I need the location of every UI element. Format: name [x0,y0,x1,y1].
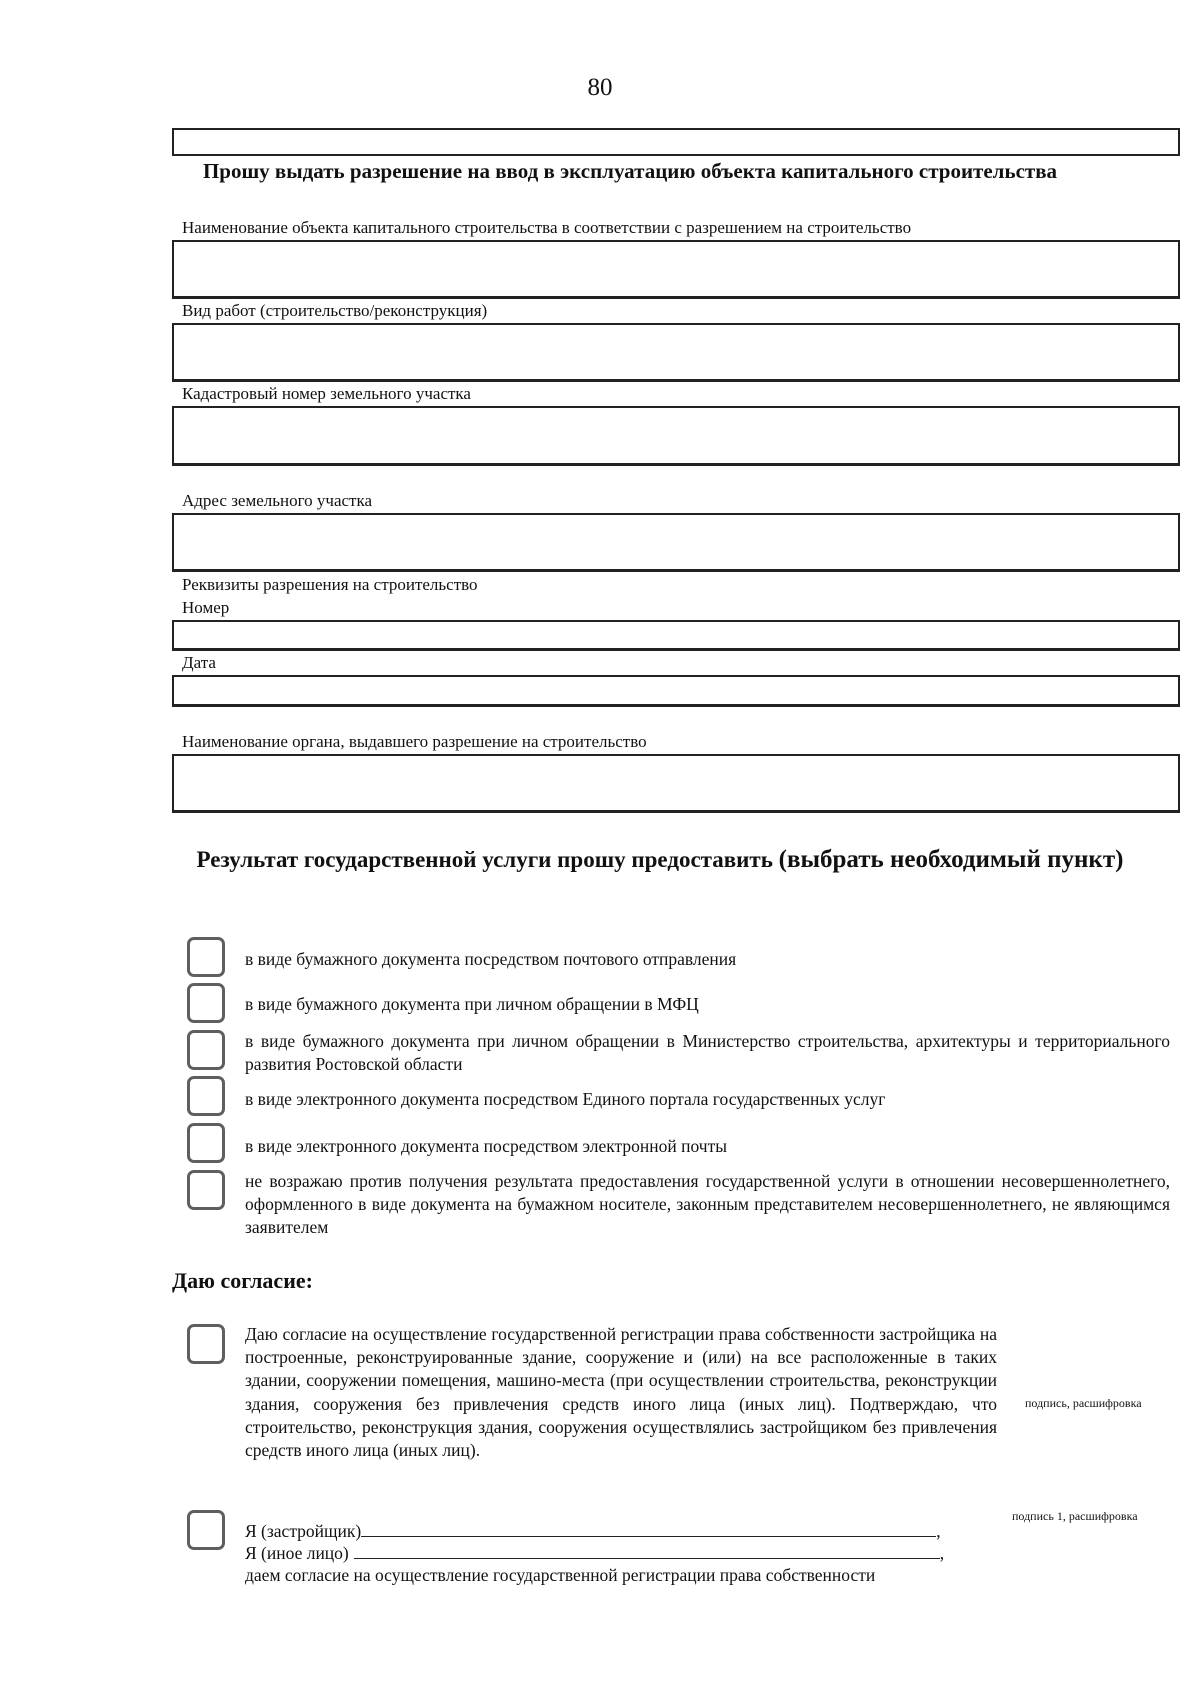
result-title-main: Результат государственной услуги прошу предоставить [196,847,779,872]
signature-note-1: подпись, расшифровка [1025,1396,1142,1410]
work-type-field[interactable] [172,323,1180,382]
signature-note-2: подпись 1, расшифровка [1012,1509,1138,1523]
consent-checkbox-registration[interactable] [187,1324,225,1364]
option-text-mail: в виде бумажного документа посредством почтового отправления [245,949,737,969]
other-person-comma: , [939,1543,945,1563]
permit-details-label: Реквизиты разрешения на строительство [182,575,478,594]
option-text-portal: в виде электронного документа посредством Единого портала государственных услуг [245,1089,886,1109]
object-name-field[interactable] [172,240,1180,299]
other-person-line [245,1542,957,1564]
applicant-box[interactable] [172,128,1180,156]
option-text-mfc: в виде бумажного документа при личном обращении в МФЦ [245,994,699,1014]
other-person-name-line[interactable] [354,1542,940,1559]
land-address-label: Адрес земельного участка [172,490,1180,514]
option-checkbox-portal[interactable] [187,1076,225,1116]
permit-date-field[interactable] [172,675,1180,707]
option-checkbox-ministry[interactable] [187,1030,225,1070]
developer-comma: , [936,1521,941,1541]
developer-label: Я (застройщик) [245,1521,362,1541]
object-name-label: Наименование объекта капитального строительства в соответствии с разрешением на строительство [172,217,1180,241]
permit-number-label: Номер [172,597,1180,621]
land-address-field[interactable] [172,513,1180,572]
result-title-hint: (выбрать необходимый пункт) [778,846,1124,873]
page-number: 80 [587,74,613,101]
cadastral-number-label: Кадастровый номер земельного участка [172,383,1180,407]
permit-date-label: Дата [182,653,216,672]
consent-section-title: Даю согласие: [172,1268,313,1293]
result-section-title [180,843,1140,877]
option-checkbox-minor[interactable] [187,1170,225,1210]
option-text-ministry: в виде бумажного документа при личном обращении в Министерство строительства, архитектуры и территориального развития Ростовской области [245,1031,1170,1074]
option-checkbox-mail[interactable] [187,937,225,977]
permit-number-field[interactable] [172,620,1180,651]
option-checkbox-email[interactable] [187,1123,225,1163]
cadastral-number-field[interactable] [172,406,1180,466]
issuing-authority-label: Наименование органа, выдавшего разрешение на строительство [172,731,1180,755]
consent-text-registration: Даю согласие на осуществление государственной регистрации права собственности застройщика на построенные, реконструированные здание, сооружение и (или) на все расположенные в таких здании, сооружении помещения, машино-места (при осуществлении строительства, реконструкции здания, сооружения без привлечения средств иного лица (иных лиц). Подтверждаю, что строительство, реконструкция здания, сооружения осуществлялись застройщиком без привлечения средств иного лица (иных лиц). [245,1324,997,1461]
joint-consent-text: даем согласие на осуществление государственной регистрации права собственности [245,1565,876,1585]
option-checkbox-mfc[interactable] [187,983,225,1023]
option-text-email: в виде электронного документа посредством электронной почты [245,1136,727,1156]
consent-checkbox-joint[interactable] [187,1510,225,1550]
developer-line [245,1520,957,1542]
other-person-label: Я (иное лицо) [245,1543,349,1563]
form-title: Прошу выдать разрешение на ввод в эксплуатацию объекта капитального строительства [202,159,1058,183]
issuing-authority-field[interactable] [172,754,1180,813]
option-text-minor: не возражаю против получения результата предоставления государственной услуги в отношении несовершеннолетнего, оформленного в виде документа на бумажном носителе, законным представителем несовершеннолетнего, не являющимся заявителем [245,1171,1170,1237]
work-type-label: Вид работ (строительство/реконструкция) [172,300,1180,324]
developer-name-line[interactable] [361,1520,936,1537]
